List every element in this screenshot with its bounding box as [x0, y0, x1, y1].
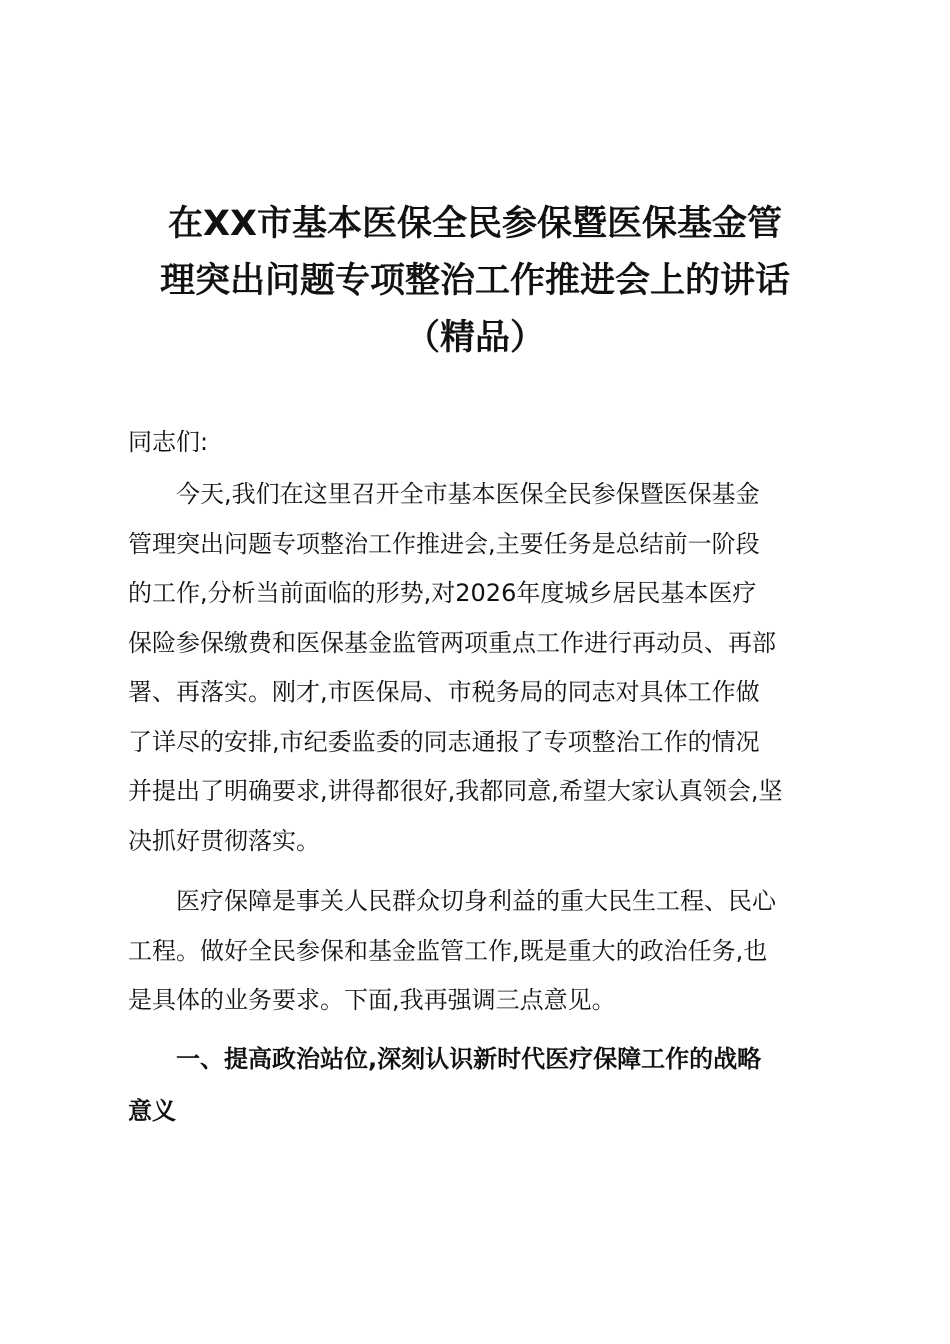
paragraph-intro	[128, 470, 825, 866]
section-heading	[128, 1033, 825, 1137]
title-line: 理突出问题专项整治工作推进会上的讲话	[159, 261, 790, 301]
paragraph-line: 医疗保障是事关人民群众切身利益的重大民生工程、民心	[176, 887, 776, 915]
paragraph-line: 决抓好贯彻落实。	[128, 826, 320, 855]
paragraph-line: 工程。做好全民参保和基金监管工作,既是重大的政治任务,也	[128, 936, 768, 965]
section-heading-line: 意义	[128, 1097, 176, 1125]
document-title	[110, 196, 840, 367]
paragraph-line: 管理突出问题专项整治工作推进会,主要任务是总结前一阶段	[128, 529, 760, 558]
paragraph-line: 署、再落实。刚才,市医保局、市税务局的同志对具体工作做	[128, 678, 760, 706]
section-heading-line: 一、提高政治站位,深刻认识新时代医疗保障工作的战略	[176, 1045, 762, 1073]
paragraph-healthcare	[128, 877, 825, 1026]
title-line: 在XX市基本医保全民参保暨医保基金管	[168, 204, 782, 244]
paragraph-line: 今天,我们在这里召开全市基本医保全民参保暨医保基金	[176, 480, 760, 508]
paragraph-line: 了详尽的安排,市纪委监委的同志通报了专项整治工作的情况	[128, 727, 760, 756]
salutation: 同志们:	[128, 428, 209, 456]
paragraph-line: 是具体的业务要求。下面,我再强调三点意见。	[128, 986, 616, 1014]
title-line: （精品）	[404, 318, 545, 358]
paragraph-line: 保险参保缴费和医保基金监管两项重点工作进行再动员、再部	[128, 628, 776, 657]
paragraph-line: 并提出了明确要求,讲得都很好,我都同意,希望大家认真领会,坚	[128, 777, 783, 805]
paragraph-line: 的工作,分析当前面临的形势,对2026年度城乡居民基本医疗	[128, 579, 757, 607]
